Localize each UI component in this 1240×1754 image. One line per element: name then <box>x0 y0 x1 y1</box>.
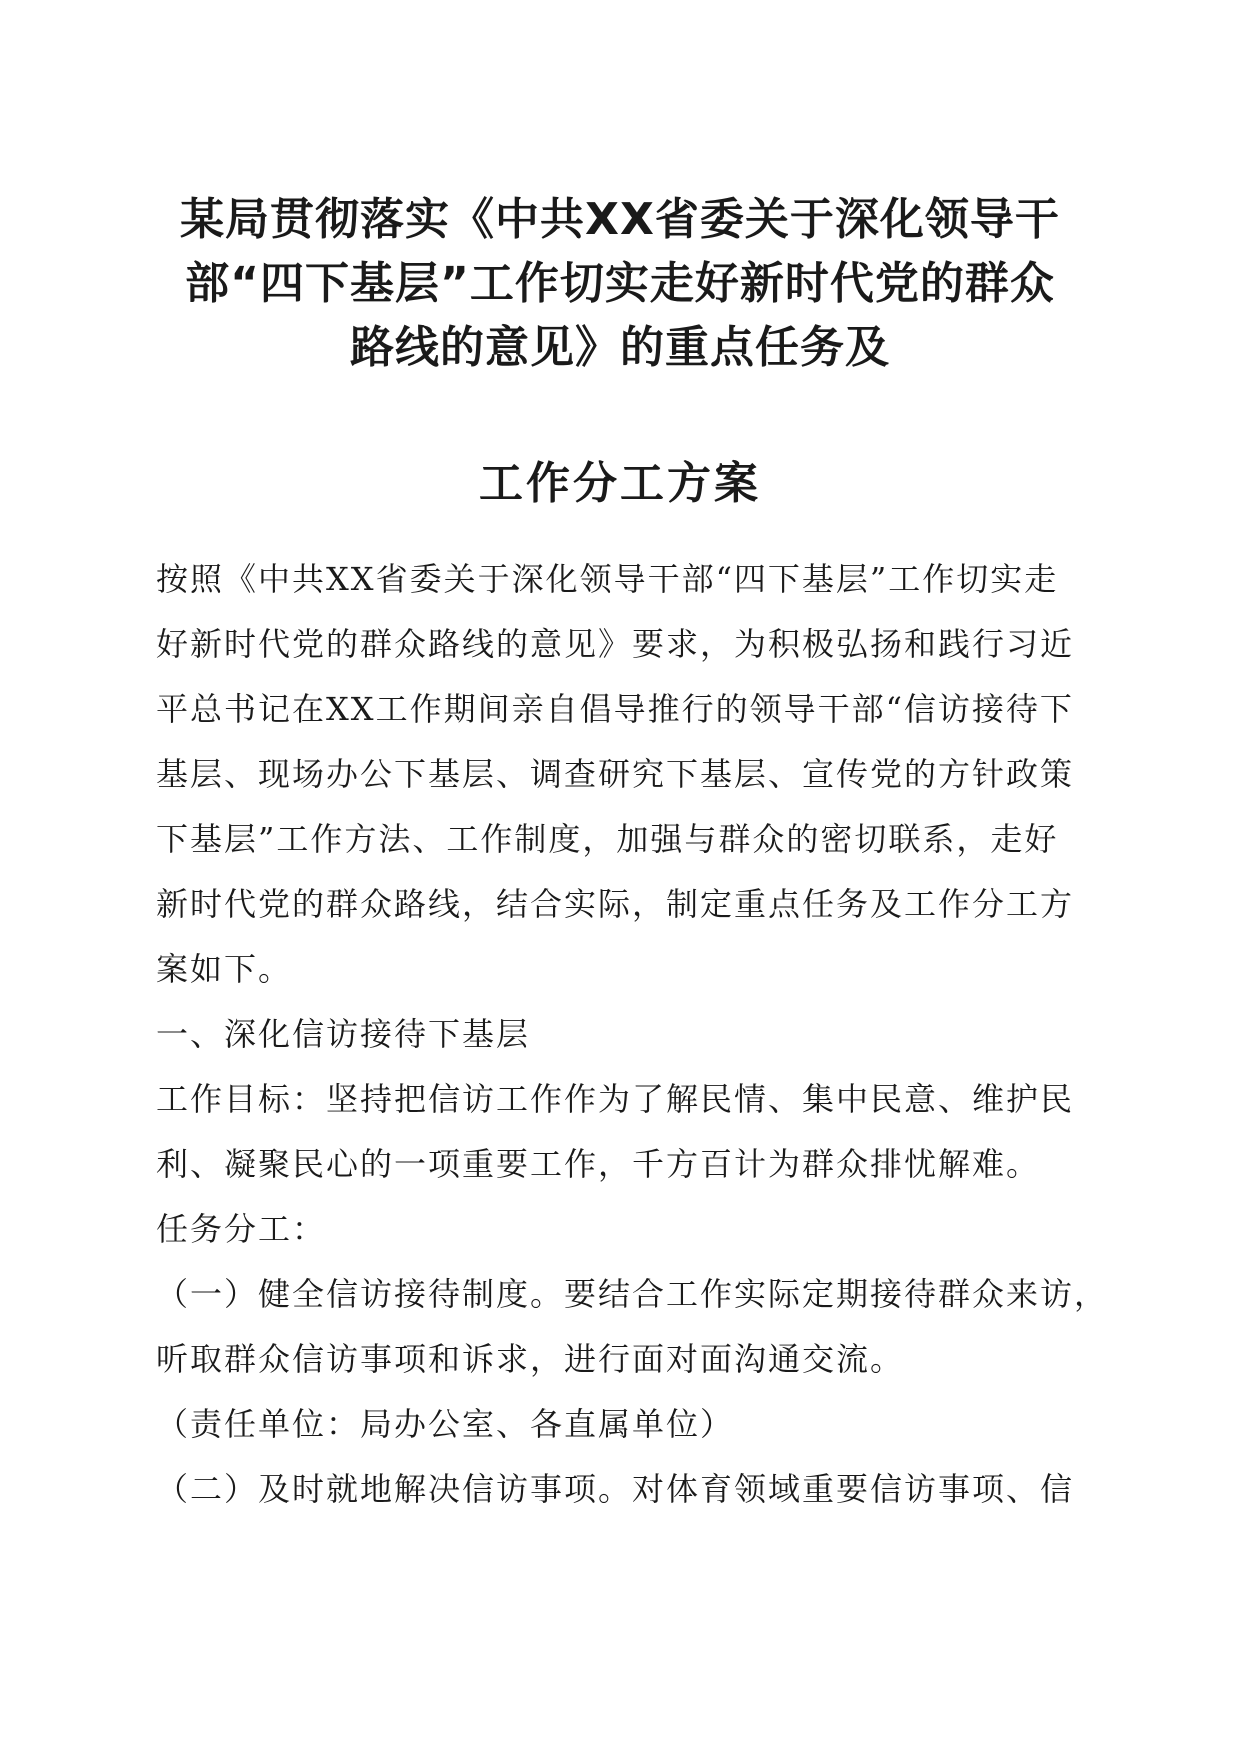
task-item-line: 听取群众信访事项和诉求，进行面对面沟通交流。 <box>156 1340 905 1378</box>
title-line: 路线的意见》的重点任务及 <box>350 322 890 373</box>
title-line: 某局贯彻落实《中共XX省委关于深化领导干 <box>180 194 1060 245</box>
task-item-line: （二）及时就地解决信访事项。对体育领域重要信访事项、信 <box>156 1470 1075 1508</box>
task-item-line: （一）健全信访接待制度。要结合工作实际定期接待群众来访， <box>156 1275 1109 1313</box>
intro-paragraph-line: 按照《中共XX省委关于深化领导干部“四下基层”工作切实走 <box>156 560 1059 598</box>
intro-paragraph-line: 好新时代党的群众路线的意见》要求，为积极弘扬和践行习近 <box>156 625 1075 663</box>
intro-paragraph-line: 案如下。 <box>156 950 293 988</box>
document-body <box>156 547 1109 1522</box>
responsible-unit-line: （责任单位：局办公室、各直属单位） <box>156 1405 735 1443</box>
document-title <box>150 188 1090 380</box>
work-goal-line: 利、凝聚民心的一项重要工作，千方百计为群众排忧解难。 <box>156 1145 1041 1183</box>
intro-paragraph-line: 下基层”工作方法、工作制度，加强与群众的密切联系，走好 <box>156 820 1059 858</box>
document-subtitle: 工作分工方案 <box>479 458 761 509</box>
intro-paragraph-line: 基层、现场办公下基层、调查研究下基层、宣传党的方针政策 <box>156 755 1075 793</box>
work-goal-line: 工作目标：坚持把信访工作作为了解民情、集中民意、维护民 <box>156 1080 1075 1118</box>
intro-paragraph-line: 新时代党的群众路线，结合实际，制定重点任务及工作分工方 <box>156 885 1075 923</box>
title-line: 部“四下基层”工作切实走好新时代党的群众 <box>185 258 1055 309</box>
task-division-label: 任务分工： <box>156 1210 327 1248</box>
intro-paragraph-line: 平总书记在XX工作期间亲自倡导推行的领导干部“信访接待下 <box>156 690 1074 728</box>
section-heading: 一、深化信访接待下基层 <box>156 1015 531 1053</box>
